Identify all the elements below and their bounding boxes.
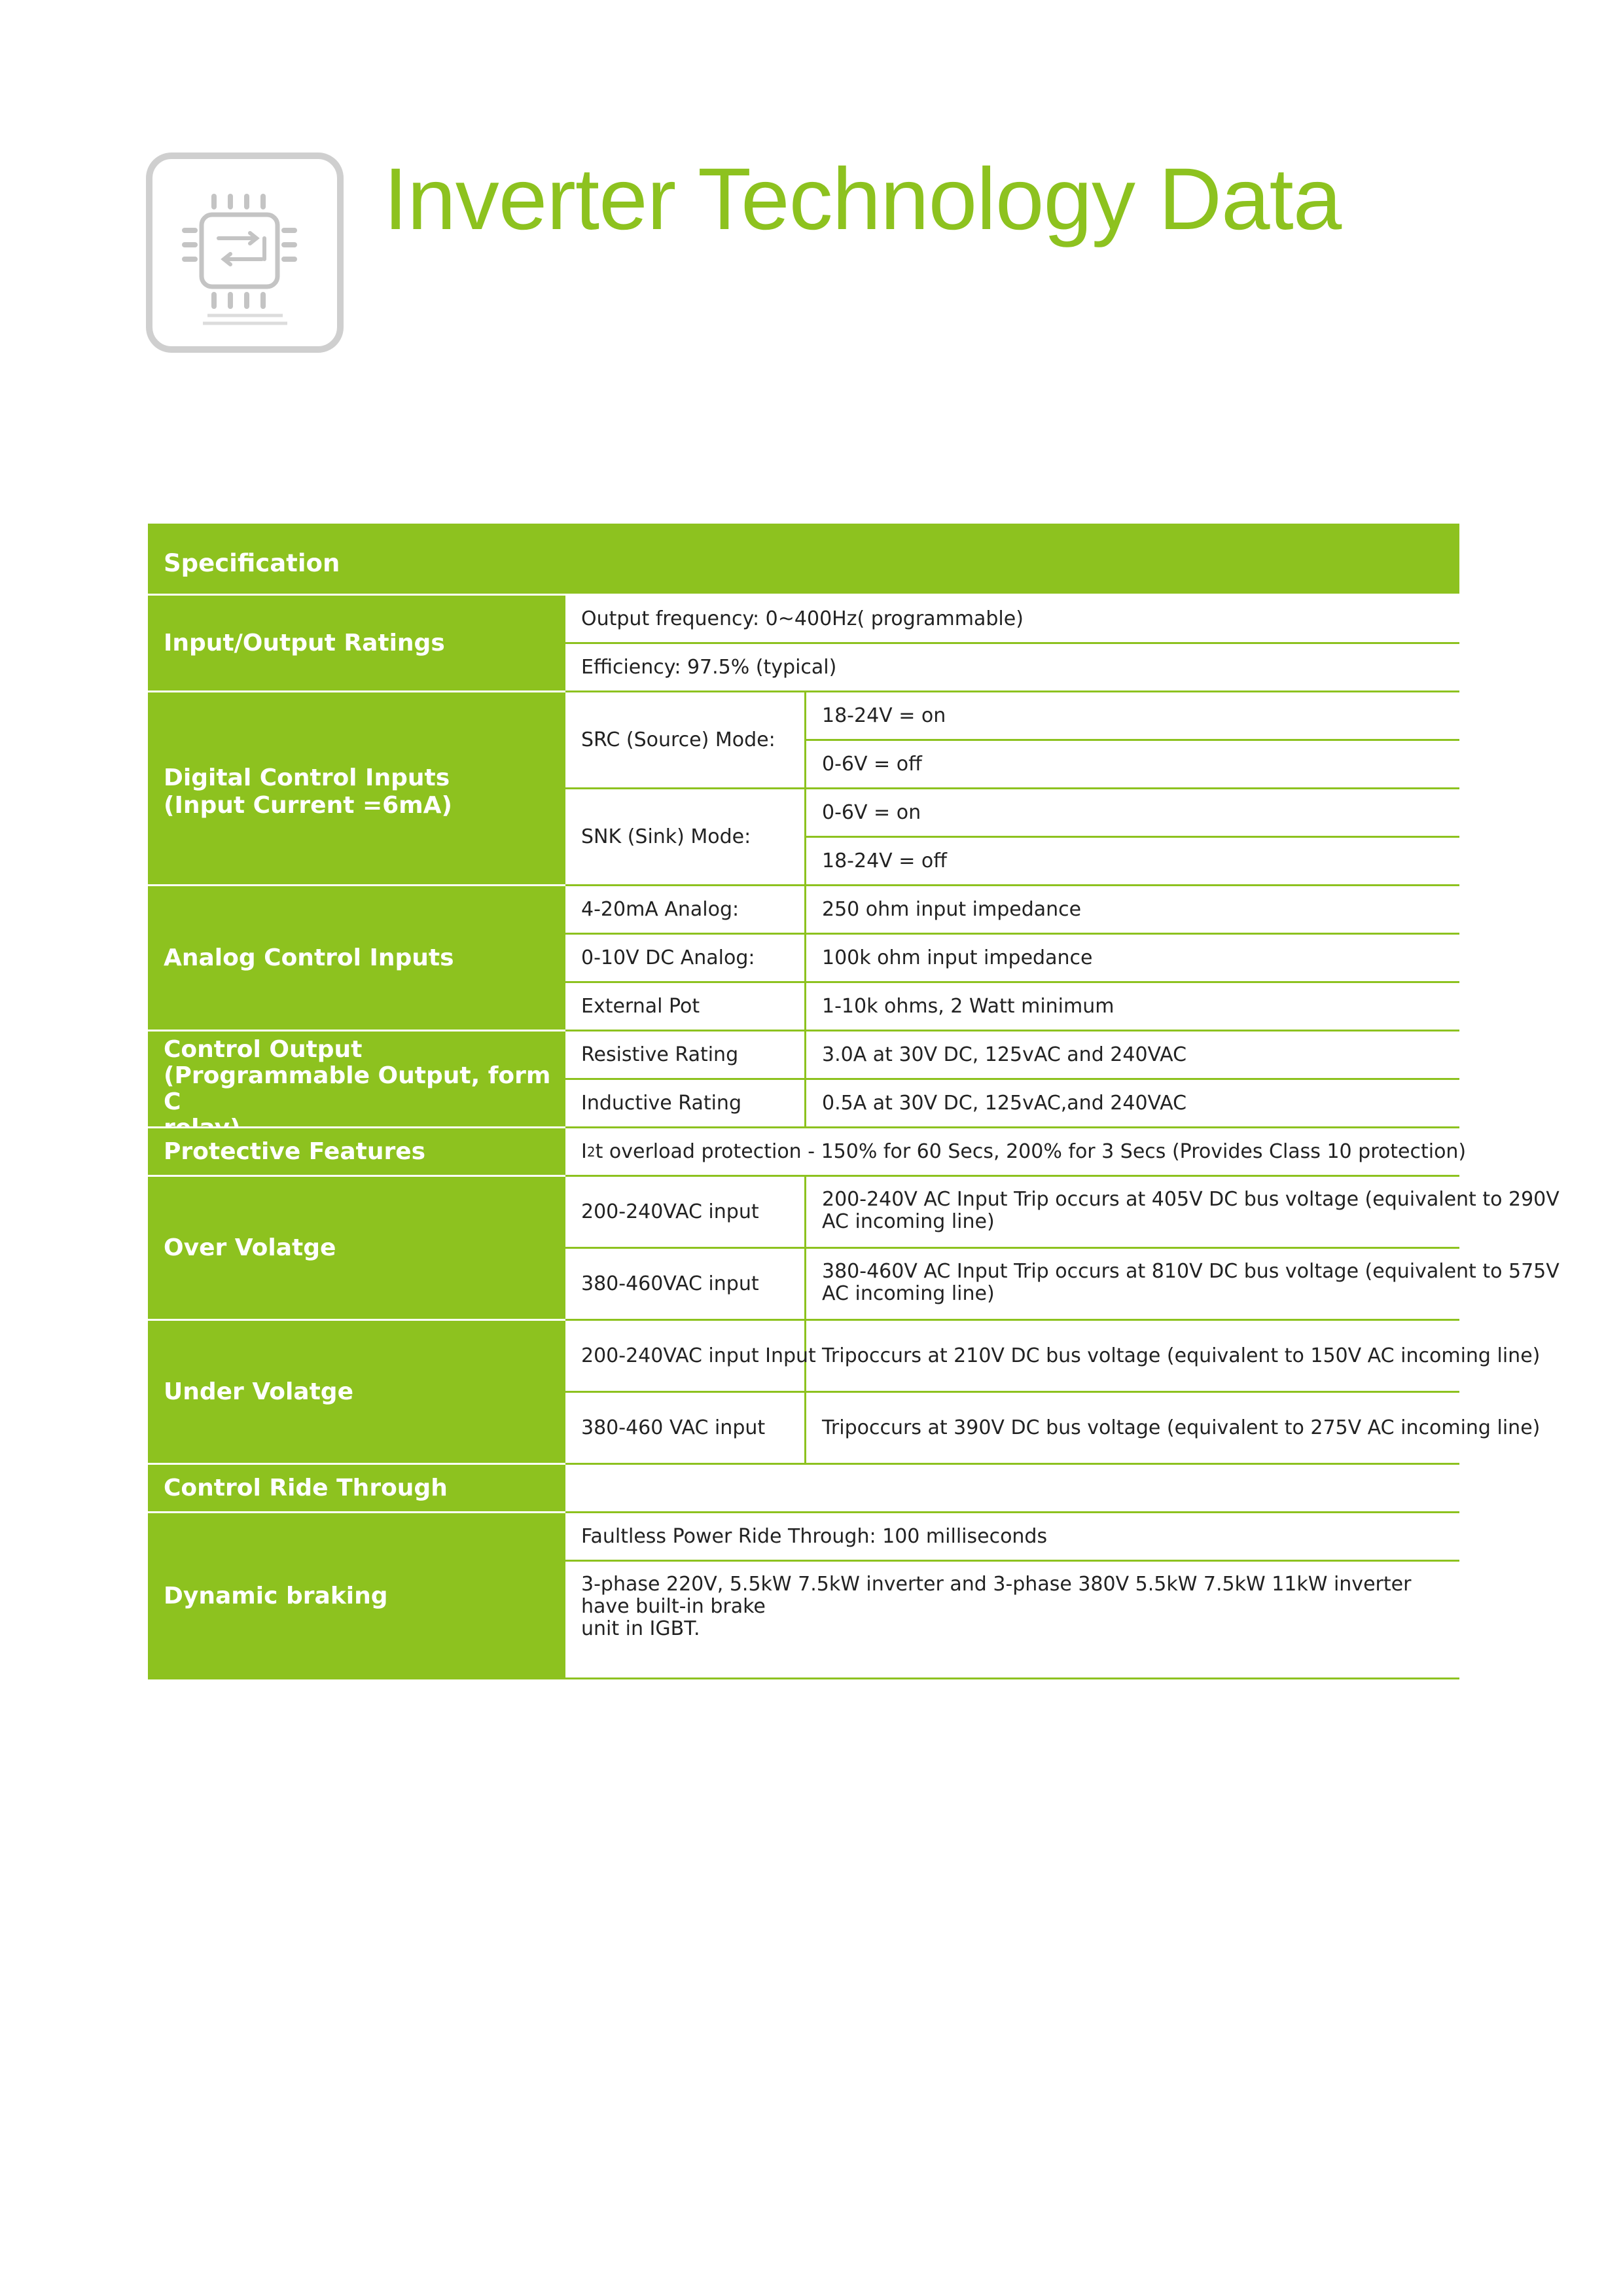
row-label-dynamic-braking: Dynamic braking [148,1513,565,1679]
io-efficiency: Efficiency: 97.5% (typical) [565,644,1459,692]
row-label-ride-through: Control Ride Through [148,1465,565,1513]
protective-i-char: I [581,1139,587,1163]
braking-built-in-unit [565,1562,1459,1679]
digital-snk-off: 18-24V = off [806,838,1459,886]
over-voltage-200-240-line2: AC incoming line) [822,1210,995,1233]
digital-label-line1: Digital Control Inputs [164,764,450,791]
control-output-label-line1: Control Output [164,1036,363,1063]
control-output-inductive-value: 0.5A at 30V DC, 125vAC,and 240VAC [806,1080,1459,1128]
digital-src-mode: SRC (Source) Mode: [565,692,806,789]
under-voltage-200-240-name: 200-240VAC input Input [565,1321,806,1393]
digital-label-line2: (Input Current =6mA) [164,792,452,819]
under-voltage-380-460-value: Tripoccurs at 390V DC bus voltage (equivalent to 275V AC incoming line) [806,1393,1459,1465]
row-label-analog: Analog Control Inputs [148,886,565,1031]
control-output-label-line2: (Programmable Output, form C [164,1062,551,1115]
ride-through-value [565,1465,1459,1513]
row-label-under-voltage: Under Volatge [148,1321,565,1465]
braking-line2: unit in IGBT. [581,1617,700,1640]
chip-icon [145,152,344,353]
over-voltage-200-240-name: 200-240VAC input [565,1177,806,1249]
over-voltage-380-460-value [806,1249,1560,1321]
digital-src-on: 18-24V = on [806,692,1459,741]
analog-value-4-20ma: 250 ohm input impedance [806,886,1459,935]
analog-name-0-10v: 0-10V DC Analog: [565,935,806,983]
over-voltage-380-460-name: 380-460VAC input [565,1249,806,1321]
row-label-protective: Protective Features [148,1128,565,1177]
digital-src-off: 0-6V = off [806,741,1459,789]
control-output-resistive-name: Resistive Rating [565,1031,806,1080]
over-voltage-200-240-line1: 200-240V AC Input Trip occurs at 405V DC bus voltage (equivalent to 290V [822,1188,1560,1211]
control-output-resistive-value: 3.0A at 30V DC, 125vAC and 240VAC [806,1031,1459,1080]
protective-value [565,1128,1467,1177]
protective-superscript: 2 [586,1143,596,1160]
spec-table [148,524,1560,1679]
io-output-frequency: Output frequency: 0~400Hz( programmable) [565,596,1459,644]
analog-value-external-pot: 1-10k ohms, 2 Watt minimum [806,983,1459,1031]
row-label-control-output [148,1031,565,1128]
under-voltage-380-460-name: 380-460 VAC input [565,1393,806,1465]
braking-ride-through: Faultless Power Ride Through: 100 milliseconds [565,1513,1459,1562]
table-header: Specification [148,524,1459,596]
braking-line1: 3-phase 220V, 5.5kW 7.5kW inverter and 3-phase 380V 5.5kW 7.5kW 11kW inverter have built-in brake [581,1573,1412,1618]
protective-text: t overload protection - 150% for 60 Secs, 200% for 3 Secs (Provides Class 10 protection) [595,1139,1467,1163]
analog-name-external-pot: External Pot [565,983,806,1031]
digital-snk-on: 0-6V = on [806,789,1459,838]
over-voltage-380-460-line2: AC incoming line) [822,1282,995,1305]
row-label-digital [148,692,565,886]
control-output-inductive-name: Inductive Rating [565,1080,806,1128]
digital-snk-mode: SNK (Sink) Mode: [565,789,806,886]
analog-value-0-10v: 100k ohm input impedance [806,935,1459,983]
row-label-io: Input/Output Ratings [148,596,565,692]
under-voltage-200-240-value: Tripoccurs at 210V DC bus voltage (equivalent to 150V AC incoming line) [806,1321,1459,1393]
row-label-over-voltage: Over Volatge [148,1177,565,1321]
page-title: Inverter Technology Data [383,151,1342,248]
over-voltage-380-460-line1: 380-460V AC Input Trip occurs at 810V DC bus voltage (equivalent to 575V [822,1260,1560,1283]
over-voltage-200-240-value [806,1177,1560,1249]
analog-name-4-20ma: 4-20mA Analog: [565,886,806,935]
